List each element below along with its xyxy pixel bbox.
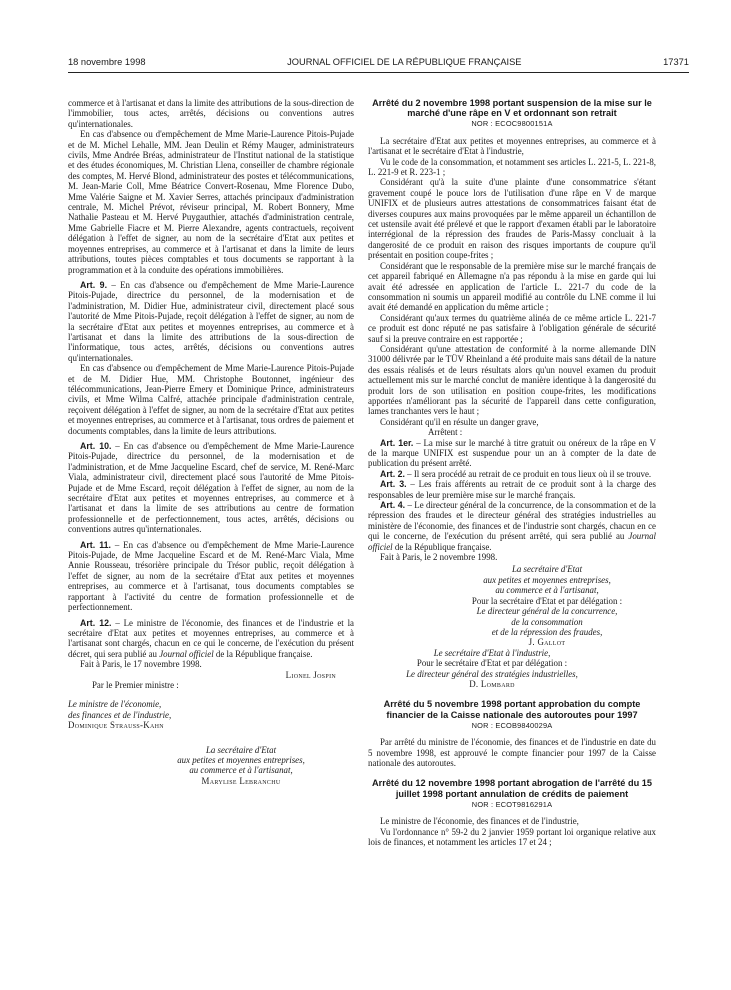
article-label: Art. 9. — [80, 279, 108, 290]
article-label: Art. 4. — [380, 500, 406, 511]
article-text: de la République française. — [392, 541, 492, 552]
article-12 — [68, 618, 354, 660]
article-text: de la République française. — [213, 648, 313, 659]
minister-signature — [68, 699, 354, 730]
article-label: Art. 1er. — [380, 437, 414, 448]
header-rule — [68, 72, 689, 73]
paragraph: Considérant qu'à la suite d'une plainte d'une consommatrice s'étant gravement coupé le pouce lors de l'utilisation d'une râpe en V de marque UNIFIX et de plusieurs autres attestations de consommatrices faisant état de diverses coupures aux mains provoquées par le même appareil un échantillon de cet ustensile avait été prélevé et que le rapport d'examen établi par le laboratoire interrégional de la répression des fraudes de Paris-Massy concluait à la dangerosité de ce produit en raison des risques importants de coupure qu'il présentait en position coupe-frites ; — [368, 177, 656, 261]
nor-reference: NOR : ECOT9816291A — [471, 799, 553, 809]
article-4 — [368, 500, 656, 552]
paragraph: commerce et à l'artisanat et dans la limite des attributions de la sous-direction de l'immobilier, tous actes, arrêtés, décisions ou conventions autres qu'internationales. — [68, 98, 354, 129]
nor-reference: NOR : ECOB9840029A — [471, 720, 553, 730]
signing-date: Fait à Paris, le 2 novembre 1998. — [380, 552, 498, 563]
signatory-title: de la consommation — [511, 616, 583, 627]
signatory-name: J. Gallot — [528, 637, 566, 648]
paragraph: En cas d'absence ou d'empêchement de Mme Marie-Laurence Pitois-Pujade et de M. Didier Hue, MM. Christophe Boutonnet, ingénieur des télécommunications, Jean-Pierre Emery et Dominique Prince, administrateurs civils, et Mme Wilma Calfré, attachée principale d'administration centrale, reçoivent délégation à l'effet de signer, au nom de la secrétaire d'Etat aux petites et moyennes entreprises, au commerce et à l'artisanat, tous ordres de paiement et documents comptables, dans la limite de leurs attributions. — [68, 363, 354, 436]
paragraph: Considérant que le responsable de la première mise sur le marché français de cet appareil fabriqué en Allemagne n'a pas répondu à la mise en garde qui lui avait été adressée en application de l'article L. 221-7 du code de la consommation ni soumis un appareil modifié au contrôle du LNE comme il lui avait été demandé en application du même article ; — [368, 260, 656, 313]
article-text: – En cas d'absence ou d'empêchement de Mme Marie-Laurence Pitois-Pujade, de Mme Jacqueline Escard et de M. René-Marc Viala, Mme Annie Rousseau, trésorière principale du Trésor public, reçoit délégation à l'effet de signer, au nom de la secrétaire d'Etat aux petites et moyennes entreprises, au commerce et à l'artisanat, tous documents comptables se rapportant à l'activité du centre de formation professionnelle et de perfectionnement. — [68, 539, 354, 613]
decree-title: Arrêté du 2 novembre 1998 portant suspension de la mise sur le marché d'une râpe en V et ordonnant son retrait — [372, 98, 652, 119]
paragraph: Vu le code de la consommation, et notamment ses articles L. 221-5, L. 221-8, L. 221-9 et R. 223-1 ; — [368, 156, 656, 178]
signatory-title: et de la répression des fraudes, — [491, 626, 603, 637]
article-11 — [68, 540, 354, 613]
paragraph: Considérant qu'une attestation de conformité à la norme allemande DIN 31000 délivrée par le TÜV Rheinland a été produite mais sans détail de la nature des essais réalisés et de leurs résultats alors qu'un nouvel examen du produit actuellement mis sur le marché conclut de manière identique à la dangerosité du produit lors de son utilisation en position coupe-frites, les modifications apportées n'améliorant pas la sécurité de l'appareil dans cette configuration, lames tranchantes vers le haut ; — [368, 343, 656, 417]
signature-block — [368, 564, 656, 689]
signatory-title: au commerce et à l'artisanat, — [495, 585, 599, 596]
paragraph: Par arrêté du ministre de l'économie, des finances et de l'industrie en date du 5 novembre 1998, est approuvé le compte financier pour 1997 de la Caisse nationale des autoroutes. — [368, 737, 656, 768]
journal-officiel-ref: Journal officiel — [368, 531, 656, 552]
delegation-line: Par le Premier ministre : — [92, 679, 179, 690]
signatory-title: La secrétaire d'Etat — [511, 564, 583, 575]
journal-officiel-ref: Journal officiel — [159, 648, 214, 659]
signatory-title: La secrétaire d'Etat — [205, 744, 277, 755]
article-label: Art. 11. — [80, 539, 111, 550]
paragraph: Le ministre de l'économie, des finances et de l'industrie, — [380, 816, 579, 827]
article-text: – Les frais afférents au retrait de ce produit sont à la charge des responsables de leur première mise sur le marché français. — [368, 479, 656, 500]
header-date: 18 novembre 1998 — [68, 57, 146, 67]
nor-reference: NOR : ECOC9800151A — [471, 119, 553, 129]
secretary-signature — [68, 745, 354, 787]
article-text: – Le directeur général de la concurrence, de la consommation et de la répression des fraudes et le directeur général des stratégies industrielles au ministère de l'économie, des finances et de l'industrie sont chargés, chacun en ce qui le concerne, de l'exécution du présent arrêté, qui sera publié au — [368, 500, 656, 542]
article-9 — [68, 280, 354, 363]
article-2 — [368, 469, 656, 479]
paragraph: Considérant qu'il en résulte un danger grave, — [380, 416, 539, 427]
signatory-title: Le directeur général des stratégies industrielles, — [406, 668, 578, 679]
delegation-line: Pour le secrétaire d'Etat et par délégation : — [416, 658, 568, 669]
decree-title: Arrêté du 5 novembre 1998 portant approbation du compte financier de la Caisse nationale des autoroutes pour 1997 — [383, 699, 641, 720]
article-10 — [68, 441, 354, 535]
article-3 — [368, 479, 656, 500]
article-text: – Il sera procédé au retrait de ce produit en tous lieux où il se trouve. — [404, 468, 652, 479]
header-page-number: 17371 — [663, 57, 689, 67]
signatory-name: Marylise Lebranchu — [201, 775, 281, 786]
left-column — [68, 98, 354, 786]
decree-title: Arrêté du 12 novembre 1998 portant abrogation de l'arrêté du 15 juillet 1998 portant annulation de crédits de paiement — [372, 778, 652, 799]
article-text: – En cas d'absence ou d'empêchement de Mme Marie-Laurence Pitois-Pujade, directrice du personnel, de la modernisation et de l'administration, M. Didier Hue, administrateur civil, directement placé sous l'autorité de Mme Pitois-Pujade, reçoit délégation à l'effet de signer, au nom de la secrétaire d'Etat aux petites et moyennes entreprises, au commerce et à l'artisanat et dans la limite des attributions de la sous-direction de l'informatique, tous actes, arrêtés, décisions ou conventions autres qu'internationales. — [68, 279, 354, 363]
signatory-title: aux petites et moyennes entreprises, — [483, 574, 611, 585]
article-label: Art. 10. — [80, 441, 112, 451]
article-text: – En cas d'absence ou d'empêchement de Mme Marie-Laurence Pitois-Pujade, directrice du personnel, de la modernisation et de l'administration, et de Mme Jacqueline Escard, chef de service, M. René-Marc Viala, administrateur civil, directement placé sous l'autorité de Mme Pitois-Pujade et de Mme Escard, reçoit délégation à l'effet de signer, au nom de la secrétaire d'Etat aux petites et moyennes entreprises, au commerce et à l'artisanat et dans la limite de ses attributions au centre de formation professionnelle et de perfectionnement, tous actes, arrêtés, décisions ou conventions autres qu'internationales. — [68, 441, 354, 535]
signatory-title: Le directeur général de la concurrence, — [476, 606, 618, 617]
paragraph: Considérant qu'aux termes du quatrième alinéa de ce même article L. 221-7 ce produit est donc réputé ne pas satisfaire à l'obligation générale de sécurité sauf si la preuve contraire en est rapportée ; — [368, 312, 656, 344]
article-label: Art. 3. — [380, 479, 407, 490]
signatory-name: D. Lombard — [469, 678, 515, 689]
article-1 — [368, 438, 656, 469]
article-label: Art. 12. — [80, 617, 112, 628]
signatory-name: Lionel Jospin — [285, 669, 336, 680]
page-header — [68, 54, 689, 70]
signing-date: Fait à Paris, le 17 novembre 1998. — [80, 659, 202, 670]
signatory-title: aux petites et moyennes entreprises, — [177, 754, 305, 765]
signatory-title: Le ministre de l'économie, — [68, 699, 162, 710]
signatory-title: des finances et de l'industrie, — [68, 709, 172, 720]
paragraph: La secrétaire d'Etat aux petites et moyennes entreprises, au commerce et à l'artisanat et le secrétaire d'Etat à l'industrie, — [368, 135, 656, 157]
article-text: – La mise sur le marché à titre gratuit ou onéreux de la râpe en V de la marque UNIFIX est suspendue pour un an à compter de la date de publication du présent arrêté. — [368, 437, 656, 469]
signatory-name: Dominique Strauss-Kahn — [68, 720, 164, 731]
article-text: – Le ministre de l'économie, des finances et de l'industrie et la secrétaire d'Etat aux petites et moyennes entreprises, au commerce et à l'artisanat sont chargés, chacun en ce qui le concerne, de l'exécution du présent décret, qui sera publié au — [68, 617, 354, 659]
signatory-title: Le secrétaire d'Etat à l'industrie, — [433, 647, 551, 658]
delegation-line: Pour la secrétaire d'Etat et par délégation : — [471, 595, 623, 606]
paragraph: Vu l'ordonnance n° 59-2 du 2 janvier 1959 portant loi organique relative aux lois de finances, et notamment les articles 17 et 24 ; — [368, 826, 656, 847]
paragraph: En cas d'absence ou d'empêchement de Mme Marie-Laurence Pitois-Pujade et de M. Michel Lehalle, MM. Jean Deulin et Rémy Mauger, administrateurs civils, Mme Andrée Bréas, administrateur de l'Institut national de la statistique et des études économiques, M. Christian Llena, conseiller de chambre régionale des comptes, M. Hervé Blond, administrateur des postes et télécommunications, M. Jean-Marie Coll, Mme Béatrice Convert-Rosenau, Mme Florence Dubo, Mme Valérie Saigne et M. Xavier Serres, attachés principaux d'administration centrale, M. Michel Prévot, réviseur principal, M. Robert Bonnery, Mme Nathalie Pasteau et M. Hervé Puygauthier, attachés d'administration centrale, Mme Gabrielle Fiacre et M. Pierre Alexandre, agents contractuels, reçoivent délégation à l'effet de signer, au nom de la secrétaire d'Etat aux petites et moyennes entreprises, au commerce et à l'artisanat et dans la limite de leurs attributions, toutes pièces comptables et tous documents se rapportant à la programmation et à la conduite des opérations immobilières. — [68, 129, 354, 275]
right-column — [368, 98, 656, 847]
article-label: Art. 2. — [380, 468, 405, 479]
header-journal-title: JOURNAL OFFICIEL DE LA RÉPUBLIQUE FRANÇAISE — [287, 57, 522, 67]
signatory-title: au commerce et à l'artisanat, — [189, 765, 293, 776]
arretent: Arrêtent : — [428, 427, 463, 438]
